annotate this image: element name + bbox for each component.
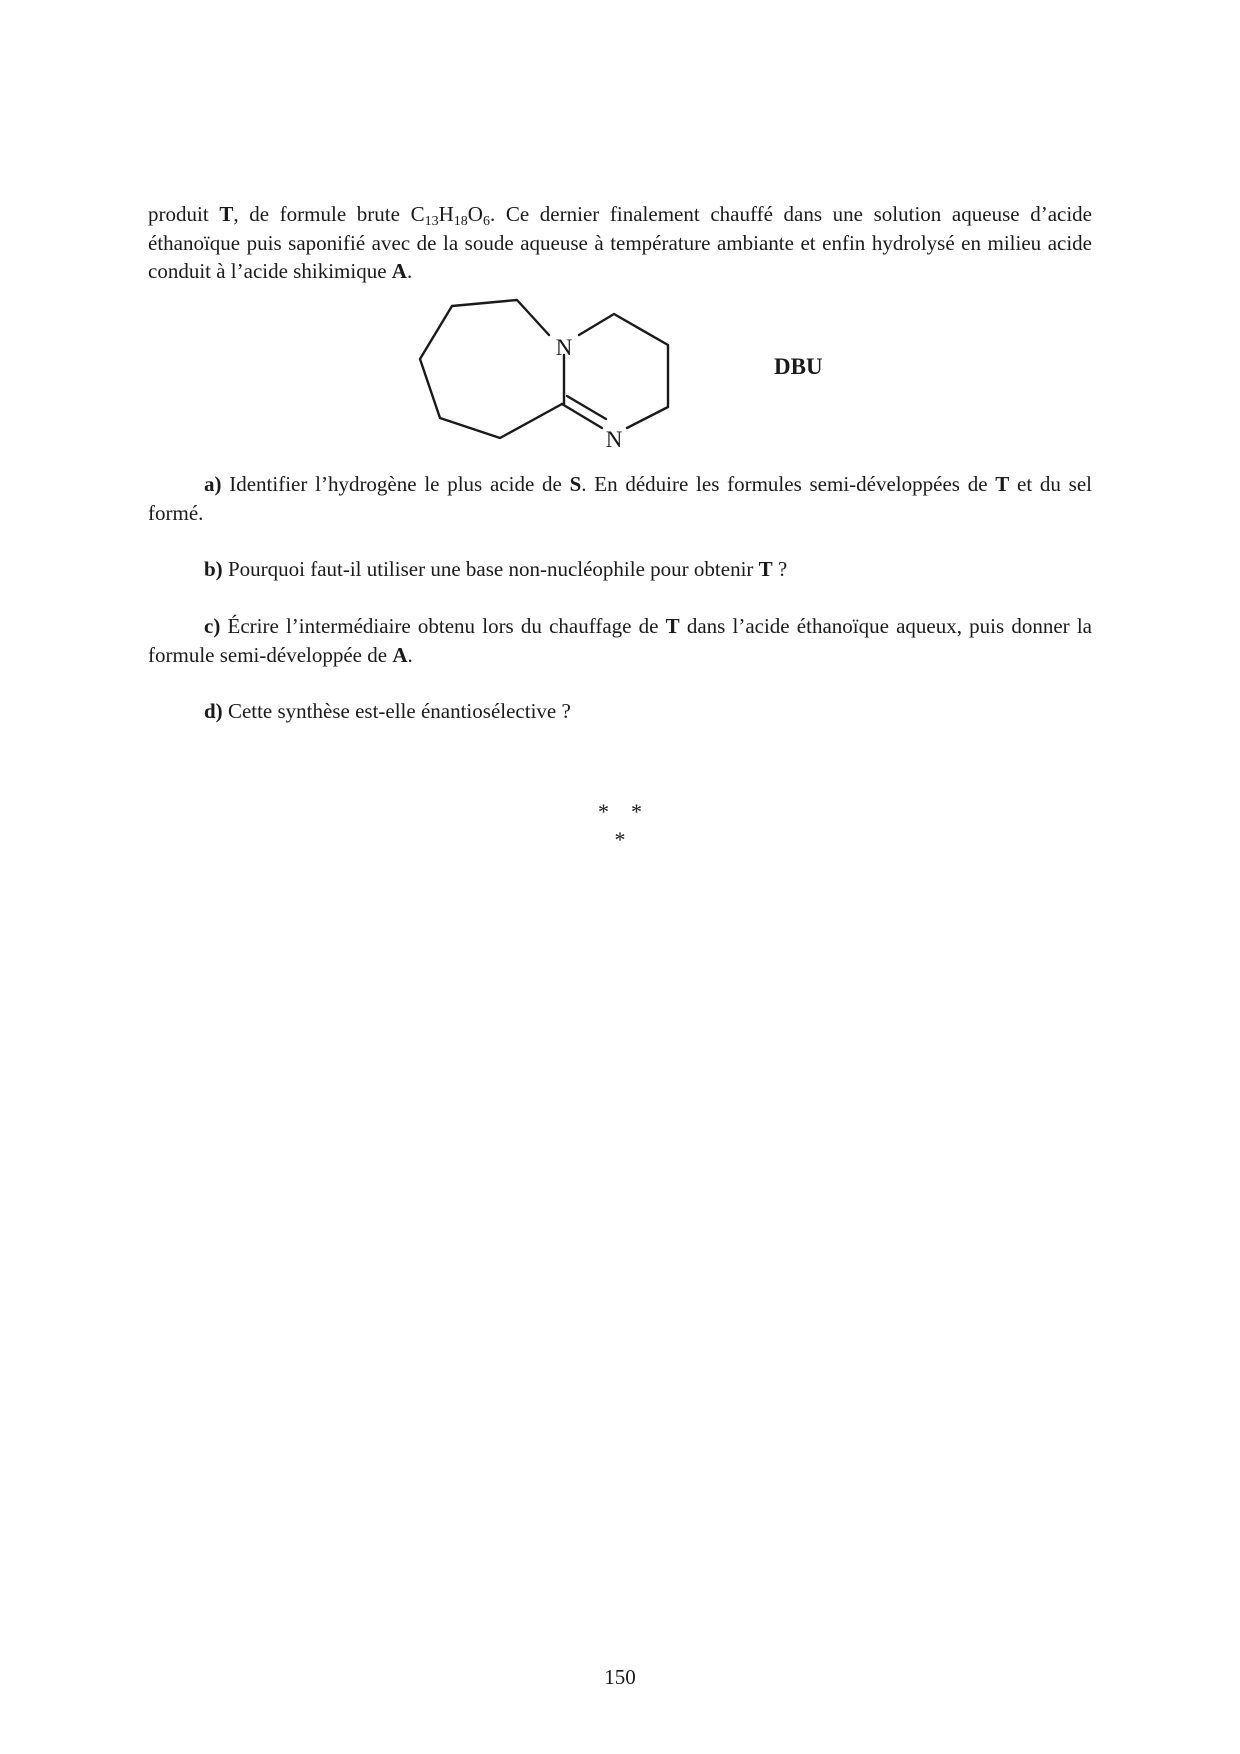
compound-t: T bbox=[758, 557, 773, 581]
subscript-13: 13 bbox=[424, 214, 439, 229]
compound-t: T bbox=[995, 472, 1010, 496]
question-b-text-2: ? bbox=[772, 557, 788, 581]
atom-n-bottom: N bbox=[605, 427, 623, 452]
compound-a: A bbox=[391, 259, 407, 283]
question-a bbox=[148, 470, 1092, 527]
compound-t: T bbox=[219, 202, 234, 226]
intro-text-3: . Ce dernier finalement chauffé dans une solution aqueuse d’acide éthanoïque puis saponifié avec de la soude aqueuse à température ambiante et enfin hydrolysé en milieu acide conduit à l’acide shikimique bbox=[148, 202, 1093, 283]
question-a-label: a) bbox=[204, 472, 222, 496]
dbu-label: DBU bbox=[774, 354, 823, 379]
compound-s: S bbox=[569, 472, 582, 496]
question-a-text-2: . En déduire les formules semi-développées de bbox=[581, 472, 996, 496]
intro-text-4: . bbox=[406, 259, 413, 283]
question-b bbox=[148, 555, 1092, 584]
subscript-6: 6 bbox=[482, 214, 490, 229]
question-d-text-1: Cette synthèse est-elle énantiosélective ? bbox=[222, 699, 571, 723]
question-c bbox=[148, 612, 1092, 669]
question-c-label: c) bbox=[204, 614, 221, 638]
subscript-18: 18 bbox=[453, 214, 468, 229]
question-d-label: d) bbox=[204, 699, 223, 723]
intro-paragraph bbox=[148, 200, 1092, 286]
compound-a: A bbox=[392, 642, 408, 667]
azepane-ring-bond-chain bbox=[420, 300, 562, 438]
question-b-text-1: Pourquoi faut-il utiliser une base non-nucléophile pour obtenir bbox=[222, 557, 759, 581]
compound-t: T bbox=[665, 614, 680, 638]
question-c-text-3: . bbox=[407, 642, 413, 667]
separator-stars-top: ** bbox=[598, 799, 664, 824]
question-a-text-3: et du sel formé. bbox=[148, 472, 1092, 525]
bond-c-n-double-1 bbox=[562, 404, 602, 428]
atom-n-top: N bbox=[555, 335, 573, 360]
intro-text-2: , de formule brute C bbox=[233, 202, 425, 226]
question-a-text-1: Identifier l’hydrogène le plus acide de bbox=[221, 472, 570, 496]
pyrimidine-ring-bond-chain bbox=[579, 314, 668, 428]
intro-text-1: produit bbox=[148, 202, 220, 226]
bond-c-n-double-2 bbox=[567, 396, 606, 419]
question-d bbox=[148, 697, 1092, 726]
separator-stars-bottom: * bbox=[614, 827, 626, 852]
formula-o: O bbox=[467, 202, 483, 226]
question-b-label: b) bbox=[204, 557, 223, 581]
question-c-text-1: Écrire l’intermédiaire obtenu lors du chauffage de bbox=[220, 614, 666, 638]
question-c-text-2: dans l’acide éthanoïque aqueux, puis donner la formule semi-développée de bbox=[148, 614, 1092, 667]
page-number: 150 bbox=[604, 1665, 636, 1689]
formula-h: H bbox=[438, 202, 454, 226]
